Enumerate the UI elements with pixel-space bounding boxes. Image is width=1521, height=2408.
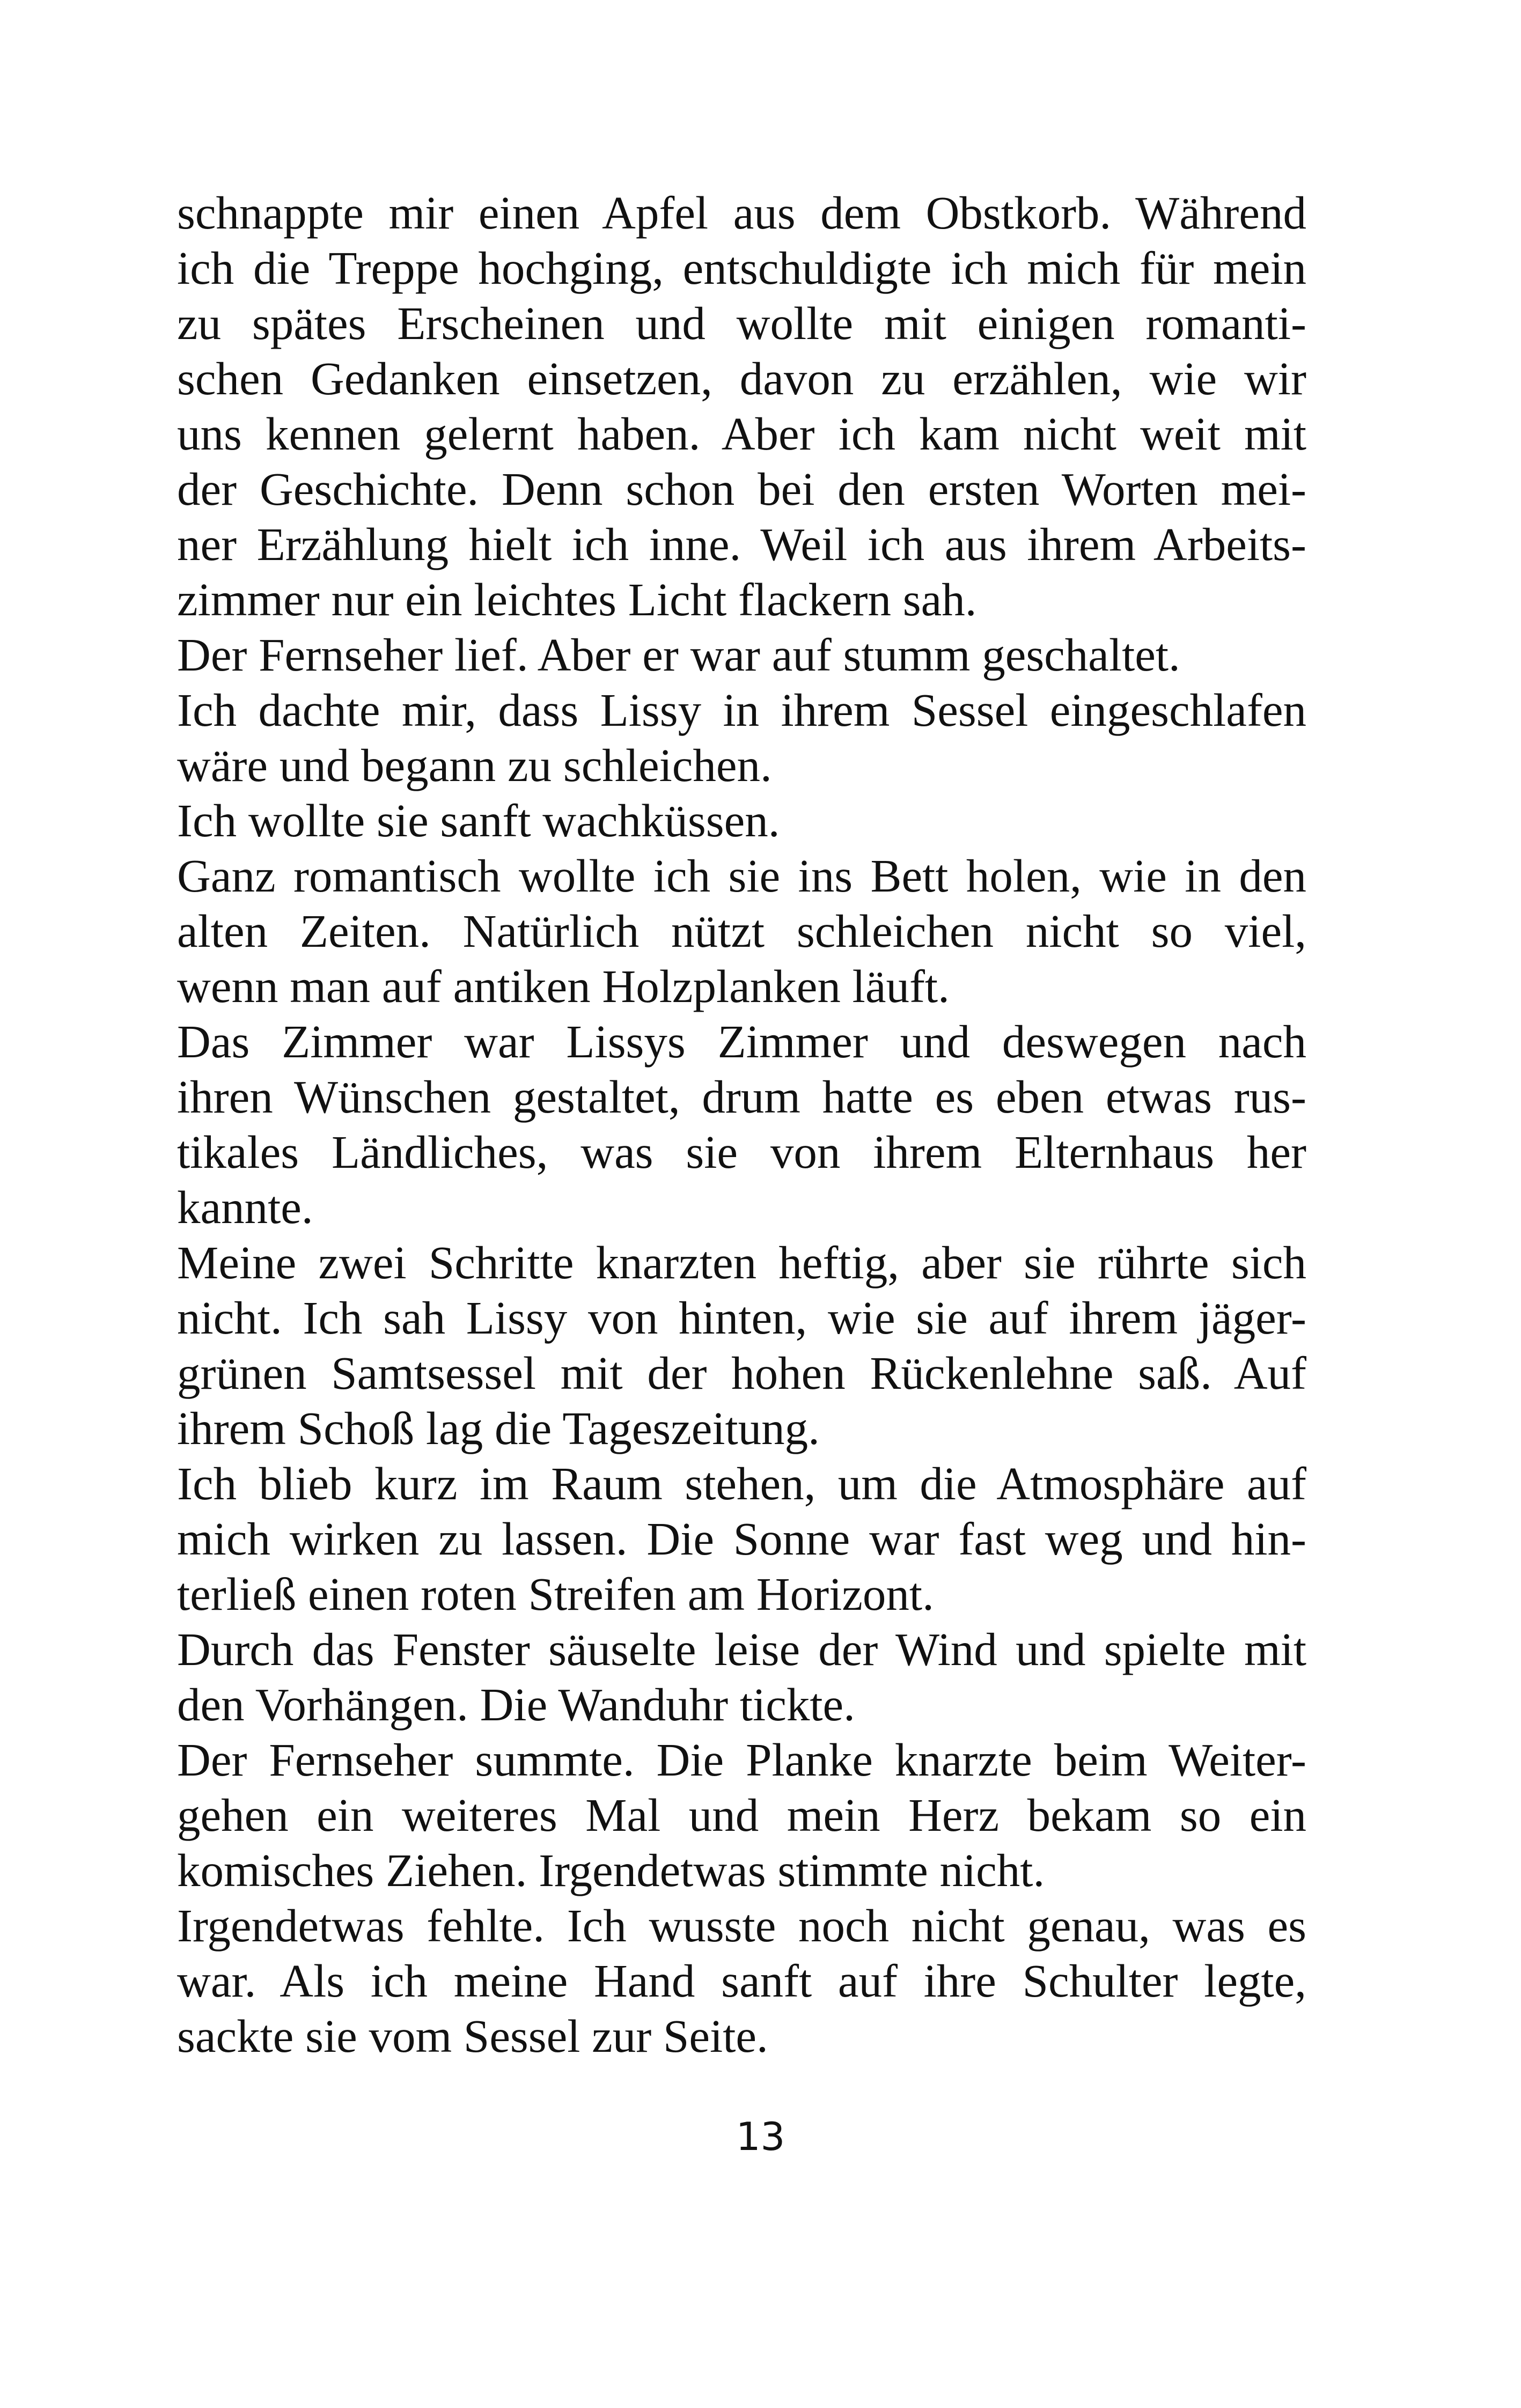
text-line: nicht. Ich sah Lissy von hinten, wie sie auf ihrem jäger- xyxy=(177,1292,1306,1344)
text-line: Der Fernseher lief. Aber er war auf stumm geschaltet. xyxy=(177,629,1180,681)
text-line: wäre und begann zu schleichen. xyxy=(177,739,772,791)
text-line: war. Als ich meine Hand sanft auf ihre Schulter legte, xyxy=(177,1955,1306,2007)
text-line: zu spätes Erscheinen und wollte mit einigen romanti- xyxy=(177,297,1306,349)
paragraph xyxy=(177,1014,1306,1235)
text-line: Das Zimmer war Lissys Zimmer und deswegen nach xyxy=(177,1015,1306,1067)
body-text xyxy=(177,185,1306,2064)
paragraph xyxy=(177,682,1306,793)
paragraph xyxy=(177,1235,1306,1456)
text-line: uns kennen gelernt haben. Aber ich kam nicht weit mit xyxy=(177,408,1306,460)
text-line: Ich dachte mir, dass Lissy in ihrem Sessel eingeschlafen xyxy=(177,684,1306,736)
paragraph xyxy=(177,793,1306,848)
paragraph xyxy=(177,627,1306,682)
text-line: terließ einen roten Streifen am Horizont. xyxy=(177,1568,934,1620)
text-line: Ich blieb kurz im Raum stehen, um die Atmosphäre auf xyxy=(177,1457,1306,1509)
text-line: ihrem Schoß lag die Tageszeitung. xyxy=(177,1402,820,1454)
text-line: Meine zwei Schritte knarzten heftig, aber sie rührte sich xyxy=(177,1236,1306,1288)
page-number: 13 xyxy=(736,2114,785,2159)
text-line: Ich wollte sie sanft wachküssen. xyxy=(177,794,780,846)
text-line: Ganz romantisch wollte ich sie ins Bett holen, wie in den xyxy=(177,850,1306,902)
paragraph xyxy=(177,1732,1306,1898)
text-line: komisches Ziehen. Irgendetwas stimmte nicht. xyxy=(177,1844,1045,1896)
paragraph xyxy=(177,185,1306,627)
paragraph xyxy=(177,1622,1306,1732)
text-line: ich die Treppe hochging, entschuldigte ich mich für mein xyxy=(177,242,1306,294)
text-line: ner Erzählung hielt ich inne. Weil ich aus ihrem Arbeits- xyxy=(177,518,1306,570)
text-line: Irgendetwas fehlte. Ich wusste noch nicht genau, was es xyxy=(177,1899,1306,1952)
text-line: den Vorhängen. Die Wanduhr tickte. xyxy=(177,1678,855,1730)
text-line: ihren Wünschen gestaltet, drum hatte es eben etwas rus- xyxy=(177,1071,1306,1123)
text-line: zimmer nur ein leichtes Licht flackern sah. xyxy=(177,573,977,625)
paragraph xyxy=(177,1456,1306,1622)
text-line: tikales Ländliches, was sie von ihrem Elternhaus her xyxy=(177,1126,1306,1178)
text-line: schen Gedanken einsetzen, davon zu erzählen, wie wir xyxy=(177,352,1306,404)
text-line: alten Zeiten. Natürlich nützt schleichen nicht so viel, xyxy=(177,905,1306,957)
text-line: gehen ein weiteres Mal und mein Herz bekam so ein xyxy=(177,1789,1306,1841)
text-line: mich wirken zu lassen. Die Sonne war fast weg und hin- xyxy=(177,1513,1306,1565)
text-line: schnappte mir einen Apfel aus dem Obstkorb. Während xyxy=(177,187,1306,239)
text-line: grünen Samtsessel mit der hohen Rückenlehne saß. Auf xyxy=(177,1347,1306,1399)
text-line: Durch das Fenster säuselte leise der Wind und spielte mit xyxy=(177,1623,1306,1675)
text-line: Der Fernseher summte. Die Planke knarzte beim Weiter- xyxy=(177,1734,1306,1786)
text-line: sackte sie vom Sessel zur Seite. xyxy=(177,2010,768,2062)
text-line: der Geschichte. Denn schon bei den ersten Worten mei- xyxy=(177,463,1306,515)
paragraph xyxy=(177,1898,1306,2064)
text-line: kannte. xyxy=(177,1181,313,1233)
text-line: wenn man auf antiken Holzplanken läuft. xyxy=(177,960,950,1012)
paragraph xyxy=(177,848,1306,1014)
